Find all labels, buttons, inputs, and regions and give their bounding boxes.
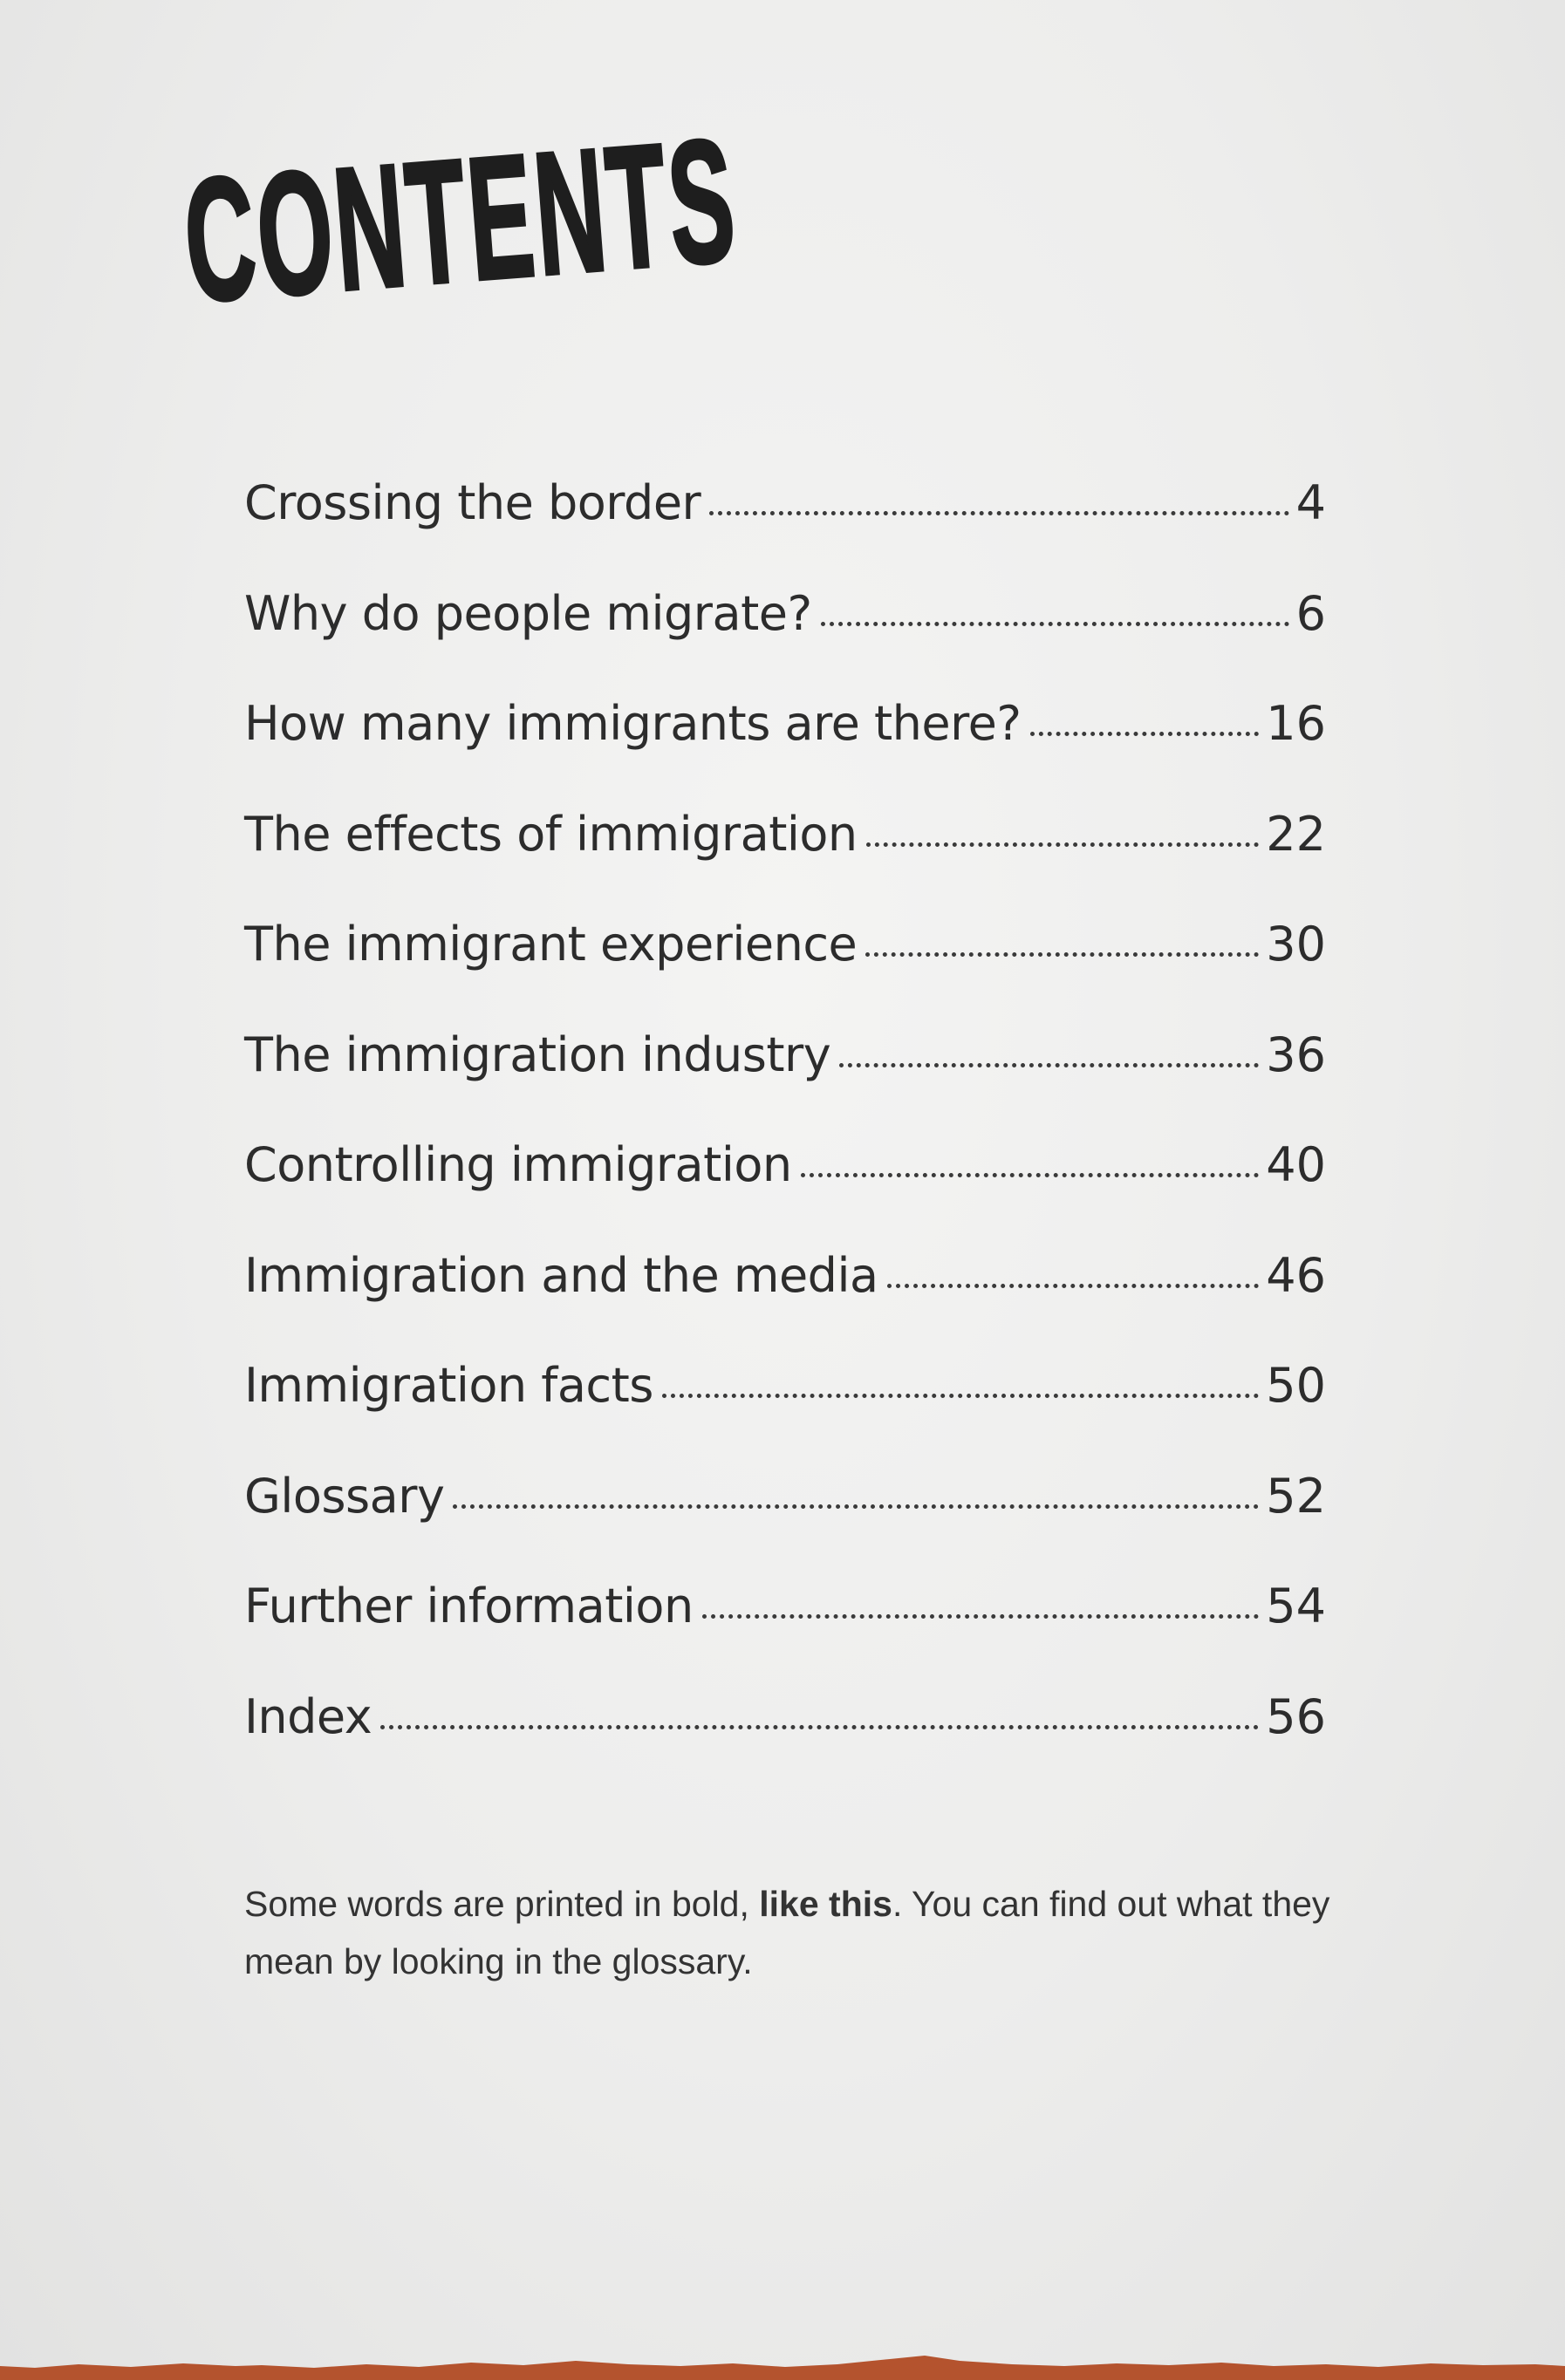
dot-leader — [1030, 732, 1260, 736]
torn-edge-shape — [0, 2356, 1565, 2380]
dot-leader — [453, 1504, 1259, 1509]
toc-entry[interactable] — [244, 586, 1326, 697]
toc-entry-page: 36 — [1266, 1026, 1326, 1082]
dot-leader — [702, 1614, 1260, 1619]
dot-leader — [839, 1063, 1259, 1067]
toc-entry-title: Immigration and the media — [244, 1247, 878, 1303]
torn-paper-edge — [0, 2345, 1565, 2380]
toc-entry-title: How many immigrants are there? — [244, 696, 1022, 751]
toc-entry-page: 54 — [1266, 1579, 1326, 1633]
toc-entry[interactable] — [244, 1027, 1326, 1138]
dot-leader — [865, 952, 1259, 957]
toc-entry-page: 40 — [1266, 1137, 1326, 1192]
toc-entry-page: 22 — [1266, 806, 1326, 862]
dot-leader — [380, 1725, 1259, 1729]
toc-entry[interactable] — [244, 696, 1326, 807]
toc-entry-page: 50 — [1266, 1358, 1326, 1413]
toc-entry-page: 46 — [1266, 1247, 1326, 1303]
toc-entry-title: The immigrant experience — [244, 917, 858, 972]
toc-entry-page: 4 — [1295, 475, 1326, 530]
toc-entry-title: Index — [244, 1688, 372, 1744]
glossary-note — [244, 1875, 1396, 1990]
toc-entry-title: The effects of immigration — [244, 806, 858, 862]
toc-entry[interactable] — [244, 1248, 1326, 1359]
toc-entry-title: Controlling immigration — [244, 1137, 792, 1192]
table-of-contents — [244, 475, 1326, 1799]
toc-entry-title: Immigration facts — [244, 1358, 653, 1413]
dot-leader — [801, 1173, 1260, 1177]
toc-entry-page: 30 — [1266, 917, 1326, 972]
toc-entry[interactable] — [244, 917, 1326, 1027]
toc-entry[interactable] — [244, 475, 1326, 586]
page-title: CONTENTS — [178, 102, 744, 340]
glossary-note-text-end: . You can find out what they mean by looking in the glossary. — [244, 1884, 1330, 1981]
glossary-note-bold-example: like this — [759, 1884, 892, 1924]
toc-entry-page: 52 — [1266, 1468, 1326, 1524]
toc-entry-title: Crossing the border — [244, 475, 701, 530]
glossary-note-text-start: Some words are printed in bold, — [244, 1884, 760, 1924]
toc-entry-title: Further information — [244, 1579, 694, 1633]
dot-leader — [709, 511, 1288, 515]
toc-entry[interactable] — [244, 807, 1326, 917]
toc-entry[interactable] — [244, 1689, 1326, 1800]
toc-entry-page: 16 — [1266, 696, 1326, 751]
toc-entry-title: Why do people migrate? — [244, 585, 812, 641]
dot-leader — [866, 842, 1260, 847]
toc-entry[interactable] — [244, 1579, 1326, 1689]
dot-leader — [821, 622, 1289, 626]
toc-entry[interactable] — [244, 1469, 1326, 1579]
dot-leader — [887, 1284, 1260, 1288]
toc-entry-title: Glossary — [244, 1468, 445, 1524]
toc-entry-page: 56 — [1266, 1688, 1326, 1744]
toc-entry[interactable] — [244, 1358, 1326, 1469]
toc-entry[interactable] — [244, 1137, 1326, 1248]
dot-leader — [662, 1394, 1259, 1398]
toc-entry-page: 6 — [1295, 585, 1326, 641]
toc-entry-title: The immigration industry — [244, 1026, 831, 1082]
